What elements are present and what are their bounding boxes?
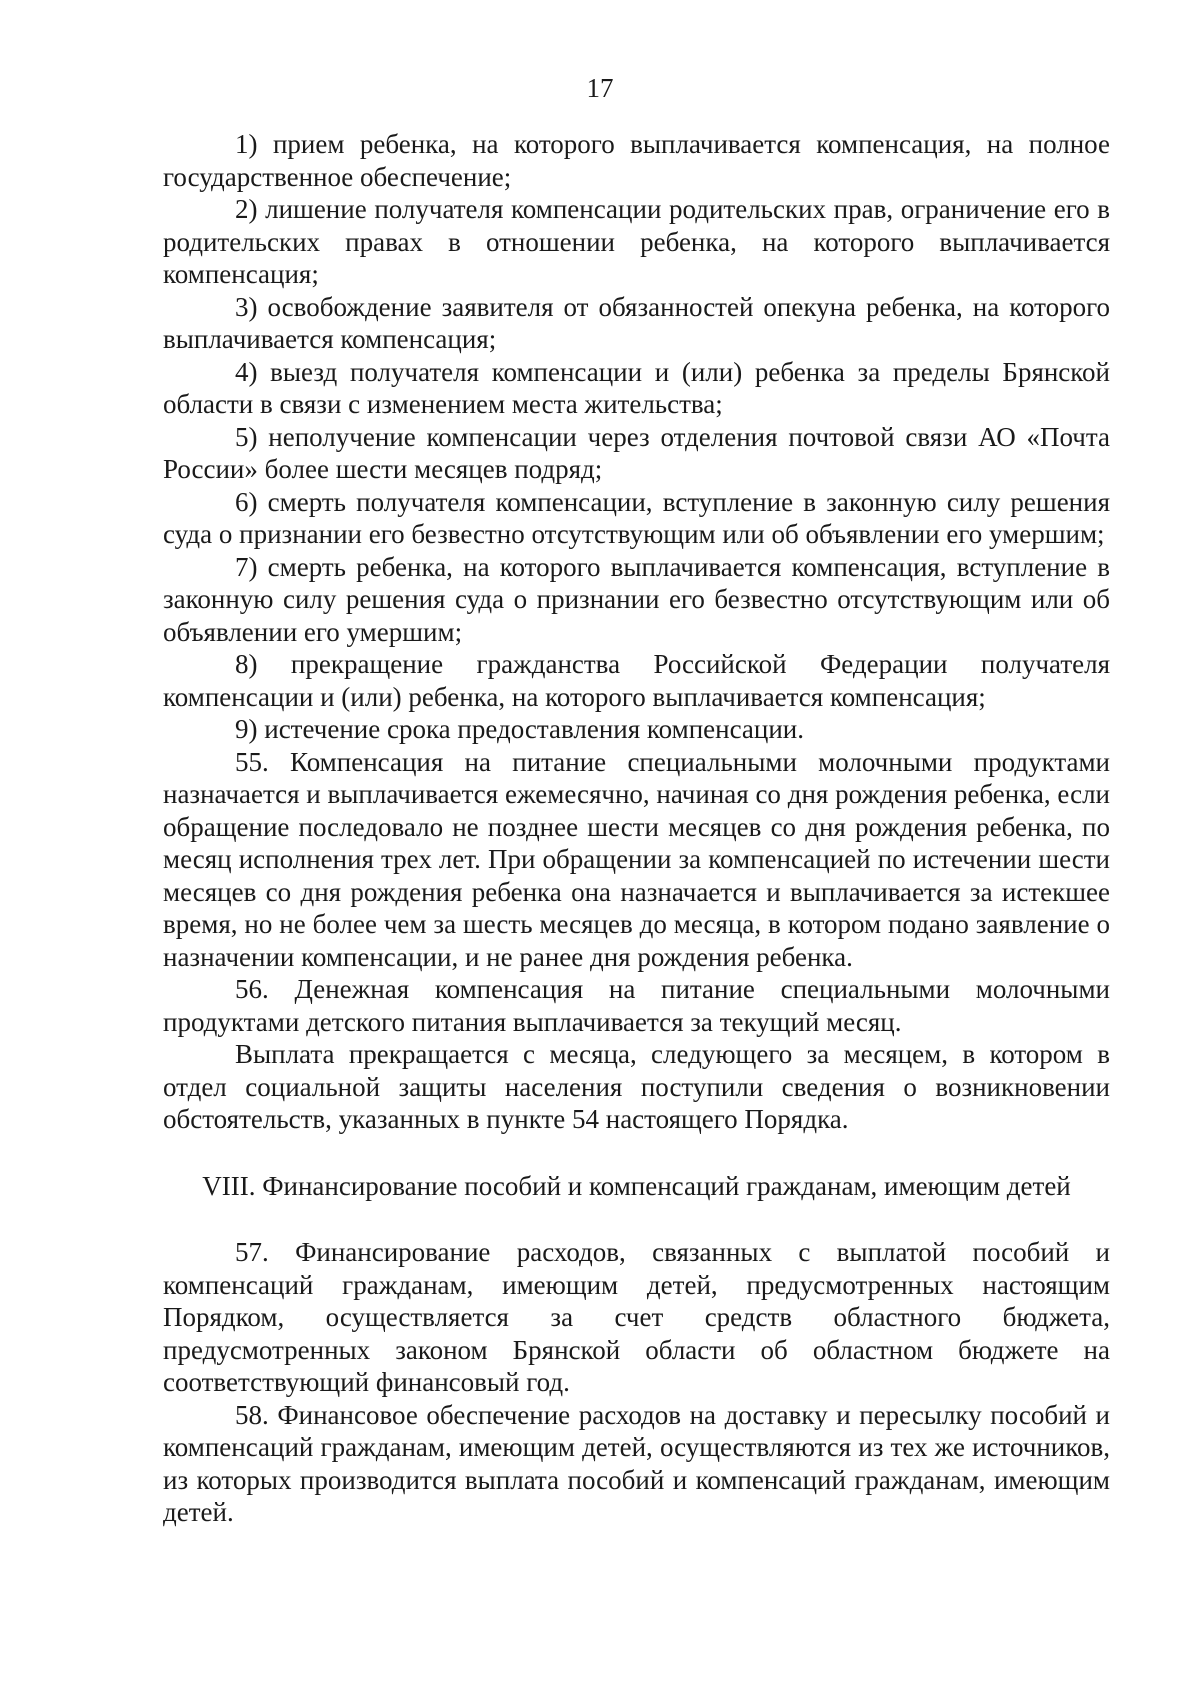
list-item-4: 4) выезд получателя компенсации и (или) ребенка за пределы Брянской области в связи с изменением места жительства; [163, 356, 1110, 419]
section-heading: VIII. Финансирование пособий и компенсаций гражданам, имеющим детей [202, 1170, 1071, 1201]
clause-57: 57. Финансирование расходов, связанных с выплатой пособий и компенсаций гражданам, имеющим детей, предусмотренных настоящим Порядком, осуществляется за счет средств областного бюджета, предусмотренных законом Брянской области об областном бюджете на соответствующий финансовый год. [163, 1237, 1110, 1397]
list-item-6: 6) смерть получателя компенсации, вступление в законную силу решения суда о признании его безвестно отсутствующим или об объявлении его умершим; [163, 486, 1110, 549]
clause-56-continuation: Выплата прекращается с месяца, следующего за месяцем, в котором в отдел социальной защиты населения поступили сведения о возникновении обстоятельств, указанных в пункте 54 настоящего Порядка. [163, 1039, 1110, 1134]
clause-58: 58. Финансовое обеспечение расходов на доставку и пересылку пособий и компенсаций гражданам, имеющим детей, осуществляются из тех же источников, из которых производится выплата пособий и компенсаций гражданам, имеющим детей. [163, 1399, 1110, 1527]
list-item-3: 3) освобождение заявителя от обязанностей опекуна ребенка, на которого выплачивается компенсация; [163, 291, 1110, 354]
list-item-5: 5) неполучение компенсации через отделения почтовой связи АО «Почта России» более шести месяцев подряд; [163, 421, 1110, 484]
document-body [163, 128, 1110, 1529]
list-item-2: 2) лишение получателя компенсации родительских прав, ограничение его в родительских правах в отношении ребенка, на которого выплачивается компенсация; [163, 194, 1110, 289]
list-item-7: 7) смерть ребенка, на которого выплачивается компенсация, вступление в законную силу решения суда о признании его безвестно отсутствующим или об объявлении его умершим; [163, 551, 1110, 647]
page-number: 17 [586, 73, 614, 103]
list-item-8: 8) прекращение гражданства Российской Федерации получателя компенсации и (или) ребенка, на которого выплачивается компенсация; [163, 649, 1110, 712]
list-item-1: 1) прием ребенка, на которого выплачивается компенсация, на полное государственное обеспечение; [163, 129, 1110, 192]
list-item-9: 9) истечение срока предоставления компенсации. [235, 714, 805, 744]
clause-56: 56. Денежная компенсация на питание специальными молочными продуктами детского питания выплачивается за текущий месяц. [163, 974, 1110, 1037]
clause-55: 55. Компенсация на питание специальными молочными продуктами назначается и выплачивается ежемесячно, начиная со дня рождения ребенка, если обращение последовало не позднее шести месяцев со дня рождения ребенка, по месяц исполнения трех лет. При обращении за компенсацией по истечении шести месяцев со дня рождения ребенка она назначается и выплачивается за истекшее время, но не более чем за шесть месяцев до месяца, в котором подано заявление о назначении компенсации, и не ранее дня рождения ребенка. [163, 746, 1110, 972]
